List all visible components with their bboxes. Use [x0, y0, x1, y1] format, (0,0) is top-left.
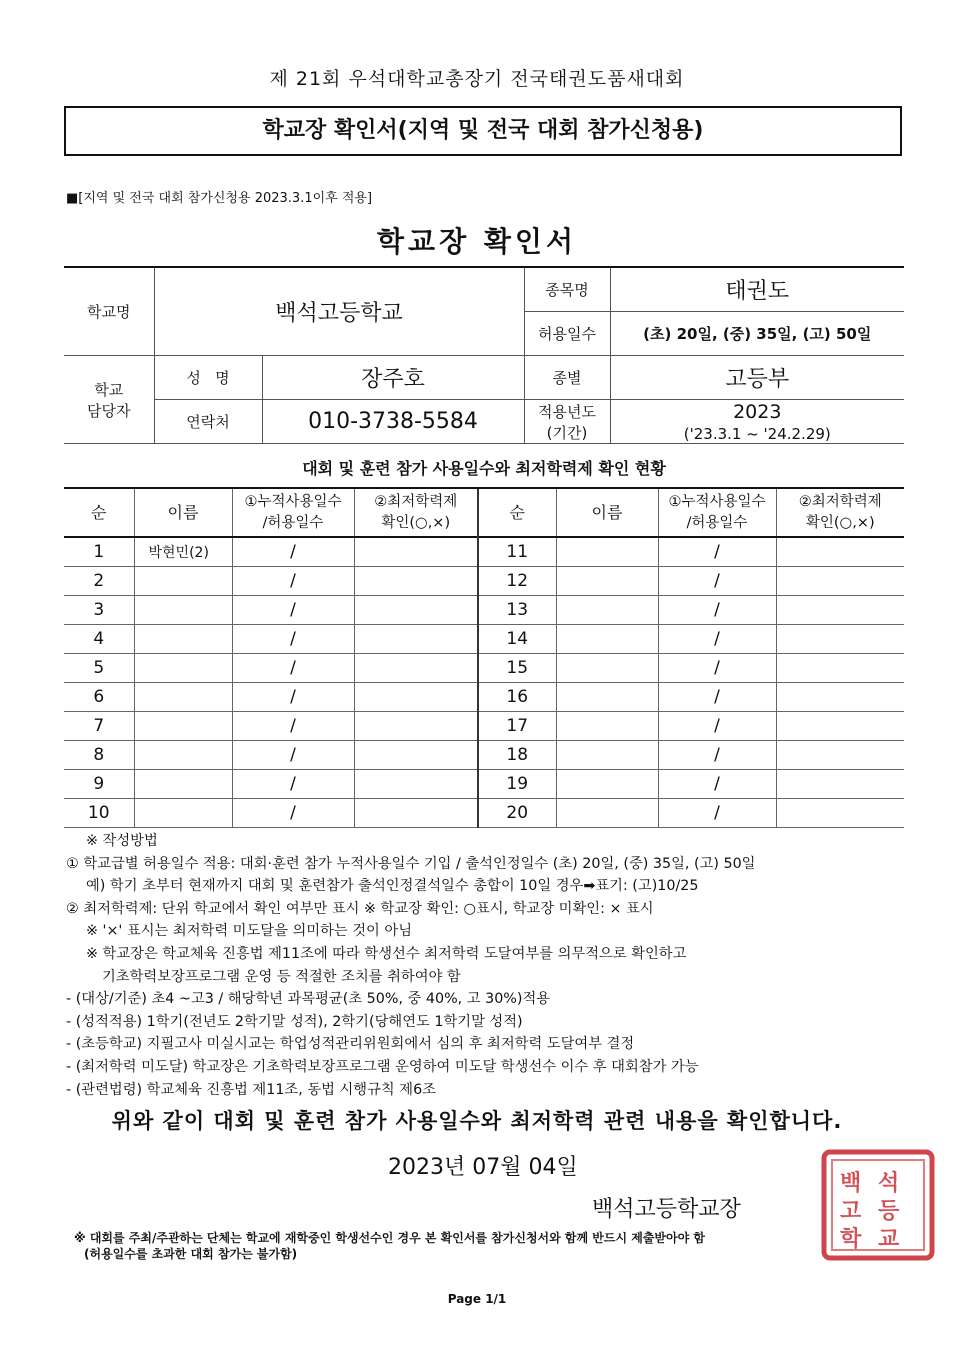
instruction-line: 예) 학기 초부터 현재까지 대회 및 훈련참가 출석인정결석일수 총합이 10일 경우➡표기: (고)10/25: [86, 878, 699, 895]
row-academic: [354, 654, 478, 683]
page-title: 학교장 확인서: [376, 225, 578, 258]
row-name-right: [556, 741, 658, 770]
year-value: 2023: [733, 400, 782, 423]
table-row: [64, 683, 904, 712]
event-label: 종목명: [524, 267, 610, 312]
col-days-line1: ①누적사용일수: [244, 493, 342, 510]
row-days: /: [232, 625, 354, 654]
row-no: 8: [64, 741, 134, 770]
principal-signature: 백석고등학교장: [592, 1197, 741, 1222]
svg-text:교: 교: [878, 1226, 900, 1252]
col-academic-right-line2: 확인(○,×): [805, 514, 875, 531]
table-row: [64, 537, 904, 567]
col-days: [232, 488, 354, 537]
col-name: 이름: [134, 488, 232, 537]
col-academic-right-line1: ②최저학력제: [798, 493, 882, 510]
division-value: 고등부: [610, 356, 904, 400]
instruction-line: - (성적적용) 1학기(전년도 2학기말 성적), 2학기(당해연도 1학기말 성적): [66, 1013, 523, 1030]
col-days-line2: /허용일수: [262, 514, 324, 531]
row-days: /: [232, 654, 354, 683]
contact-label-line1: 학교: [94, 380, 124, 399]
row-name: [134, 799, 232, 828]
section-title: 대회 및 훈련 참가 사용일수와 최저학력제 확인 현황: [302, 459, 666, 478]
school-name-label: 학교명: [64, 267, 154, 356]
row-no-right: 18: [478, 741, 556, 770]
contact-person-label: [64, 356, 154, 444]
row-academic: [354, 712, 478, 741]
year-label: [524, 400, 610, 444]
school-info-table: [64, 266, 904, 444]
row-name: 박현민(2): [134, 537, 232, 567]
row-academic: [354, 567, 478, 596]
instruction-line: - (최저학력 미도달) 학교장은 기초학력보장프로그램 운영하여 미도달 학생선수 이수 후 대회참가 가능: [66, 1058, 699, 1075]
row-days: /: [232, 770, 354, 799]
row-academic-right: [776, 799, 904, 828]
row-name-right: [556, 654, 658, 683]
year-period: ('23.3.1 ~ '24.2.29): [683, 424, 831, 443]
row-days: /: [232, 741, 354, 770]
confirmation-statement: 위와 같이 대회 및 훈련 참가 사용일수와 최저학력 관련 내용을 확인합니다.: [111, 1109, 843, 1133]
row-no: 9: [64, 770, 134, 799]
row-name: [134, 654, 232, 683]
row-academic: [354, 625, 478, 654]
row-name-right: [556, 537, 658, 567]
row-days: /: [232, 712, 354, 741]
table-row: [64, 625, 904, 654]
row-academic: [354, 596, 478, 625]
row-days-right: /: [658, 654, 776, 683]
row-name: [134, 683, 232, 712]
row-no-right: 17: [478, 712, 556, 741]
row-no-right: 19: [478, 770, 556, 799]
svg-text:백: 백: [840, 1170, 862, 1196]
instructions: [66, 830, 906, 1101]
row-no-right: 14: [478, 625, 556, 654]
col-academic: [354, 488, 478, 537]
row-name-right: [556, 770, 658, 799]
instructions-heading: ※ 작성방법: [86, 833, 158, 849]
form-banner-title: 학교장 확인서(지역 및 전국 대회 참가신청용): [64, 106, 902, 156]
row-name: [134, 596, 232, 625]
row-no-right: 12: [478, 567, 556, 596]
svg-text:석: 석: [878, 1170, 900, 1196]
row-academic: [354, 741, 478, 770]
school-name-value: 백석고등학교: [154, 267, 524, 356]
row-no: 4: [64, 625, 134, 654]
col-days-right-line1: ①누적사용일수: [668, 493, 766, 510]
row-days-right: /: [658, 596, 776, 625]
instruction-line: ※ '×' 표시는 최저학력 미도달을 의미하는 것이 아님: [86, 923, 413, 940]
row-name-right: [556, 625, 658, 654]
phone-label: 연락처: [154, 400, 262, 444]
row-name-right: [556, 596, 658, 625]
row-name: [134, 567, 232, 596]
footnote: [74, 1230, 934, 1262]
row-days-right: /: [658, 683, 776, 712]
row-no-right: 13: [478, 596, 556, 625]
row-no: 2: [64, 567, 134, 596]
col-no: 순: [64, 488, 134, 537]
instruction-line: - (관련법령) 학교체육 진흥법 제11조, 동법 시행규칙 제6조: [66, 1081, 436, 1098]
col-academic-right: [776, 488, 904, 537]
issue-date: 2023년 07월 04일: [388, 1155, 578, 1180]
table-row: [64, 712, 904, 741]
row-days: /: [232, 683, 354, 712]
name-value: 장주호: [262, 356, 524, 400]
row-academic-right: [776, 625, 904, 654]
row-no-right: 11: [478, 537, 556, 567]
row-days-right: /: [658, 625, 776, 654]
event-value: 태권도: [610, 267, 904, 312]
row-name: [134, 712, 232, 741]
row-no: 7: [64, 712, 134, 741]
division-label: 종별: [524, 356, 610, 400]
row-no-right: 15: [478, 654, 556, 683]
table-row: [64, 654, 904, 683]
allowed-days-label: 허용일수: [524, 312, 610, 356]
row-academic-right: [776, 770, 904, 799]
row-days-right: /: [658, 567, 776, 596]
table-row: [64, 770, 904, 799]
row-academic: [354, 683, 478, 712]
table-row: [64, 799, 904, 828]
instruction-line: - (대상/기준) 초4 ~고3 / 해당학년 과목평균(초 50%, 중 40%, 고 30%)적용: [66, 991, 551, 1008]
col-academic-line1: ②최저학력제: [374, 493, 458, 510]
row-days-right: /: [658, 712, 776, 741]
row-name: [134, 625, 232, 654]
year-value-cell: [610, 400, 904, 444]
row-academic-right: [776, 537, 904, 567]
contact-label-line2: 담당자: [87, 401, 131, 420]
row-days: /: [232, 596, 354, 625]
row-no: 1: [64, 537, 134, 567]
col-no-right: 순: [478, 488, 556, 537]
table-row: [64, 567, 904, 596]
row-no-right: 16: [478, 683, 556, 712]
allowed-days-value: (초) 20일, (중) 35일, (고) 50일: [610, 312, 904, 356]
row-no: 6: [64, 683, 134, 712]
row-academic-right: [776, 567, 904, 596]
row-days: /: [232, 567, 354, 596]
event-title: 제 21회 우석대학교총장기 전국태권도품새대회: [269, 68, 685, 90]
footnote-line2: (허용일수를 초과한 대회 참가는 불가함): [84, 1247, 298, 1261]
row-academic-right: [776, 683, 904, 712]
svg-text:학: 학: [840, 1226, 862, 1252]
row-academic-right: [776, 712, 904, 741]
row-days-right: /: [658, 799, 776, 828]
row-no-right: 20: [478, 799, 556, 828]
row-days-right: /: [658, 770, 776, 799]
col-academic-line2: 확인(○,×): [381, 514, 451, 531]
row-name: [134, 770, 232, 799]
row-no: 10: [64, 799, 134, 828]
instruction-line: ※ 학교장은 학교체육 진흥법 제11조에 따라 학생선수 최저학력 도달여부를 의무적으로 확인하고: [86, 945, 687, 962]
row-name: [134, 741, 232, 770]
applicability-note: ■[지역 및 전국 대회 참가신청용 2023.3.1이후 적용]: [66, 191, 373, 206]
col-days-right: [658, 488, 776, 537]
row-days: /: [232, 799, 354, 828]
row-days: /: [232, 537, 354, 567]
instruction-line: ② 최저학력제: 단위 학교에서 확인 여부만 표시 ※ 학교장 확인: ○표시, 학교장 미확인: × 표시: [66, 900, 654, 917]
row-academic: [354, 799, 478, 828]
row-academic: [354, 770, 478, 799]
phone-value: 010-3738-5584: [262, 400, 524, 444]
col-name-right: 이름: [556, 488, 658, 537]
instruction-line: 기초학력보장프로그램 운영 등 적절한 조치를 취하여야 함: [102, 968, 461, 985]
instruction-line: - (초등학교) 지필고사 미실시교는 학업성적관리위원회에서 심의 후 최저학력 도달여부 결정: [66, 1036, 635, 1053]
row-academic-right: [776, 654, 904, 683]
year-label-line2: (기간): [546, 423, 588, 442]
student-list-table: [64, 487, 904, 828]
row-name-right: [556, 712, 658, 741]
row-name-right: [556, 683, 658, 712]
row-days-right: /: [658, 741, 776, 770]
row-academic-right: [776, 596, 904, 625]
footnote-line1: ※ 대회를 주최/주관하는 단체는 학교에 재학중인 학생선수인 경우 본 확인서를 참가신청서와 함께 반드시 제출받아야 함: [74, 1231, 705, 1245]
instruction-line: ① 학교급별 허용일수 적용: 대회·훈련 참가 누적사용일수 기입 / 출석인정일수 (초) 20일, (중) 35일, (고) 50일: [66, 855, 756, 872]
col-days-right-line2: /허용일수: [686, 514, 748, 531]
row-name-right: [556, 799, 658, 828]
svg-text:등: 등: [878, 1198, 900, 1224]
row-no: 3: [64, 596, 134, 625]
row-academic-right: [776, 741, 904, 770]
name-label: 성 명: [154, 356, 262, 400]
row-academic: [354, 537, 478, 567]
row-no: 5: [64, 654, 134, 683]
year-label-line1: 적용년도: [538, 402, 596, 421]
row-name-right: [556, 567, 658, 596]
table-row: [64, 741, 904, 770]
row-days-right: /: [658, 537, 776, 567]
table-row: [64, 596, 904, 625]
page-number: Page 1/1: [447, 1292, 507, 1306]
svg-text:고: 고: [840, 1198, 862, 1224]
